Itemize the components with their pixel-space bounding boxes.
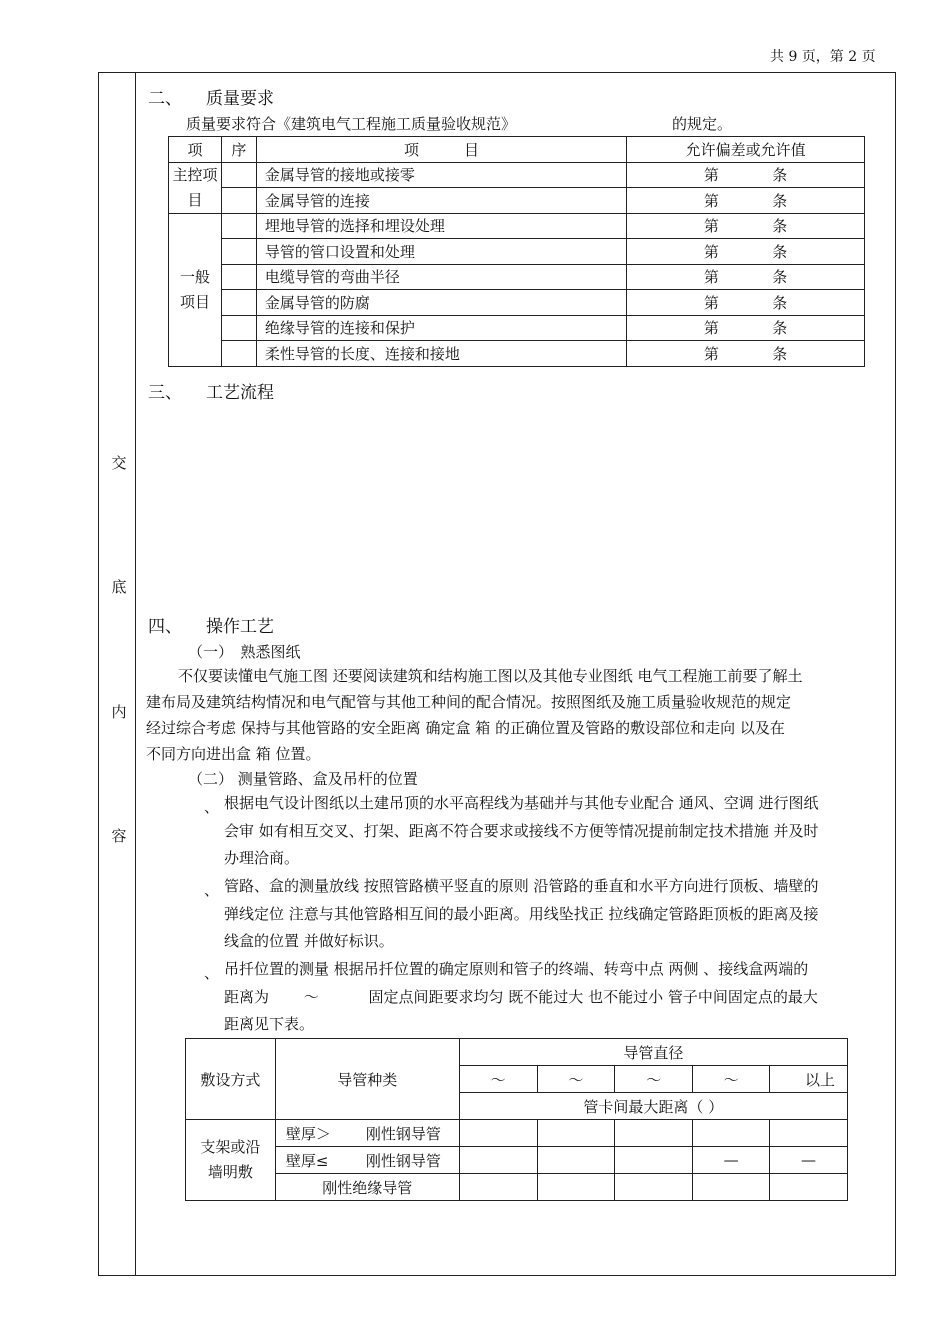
clause-prefix: 第	[703, 217, 719, 236]
item-cell: 金属导管的接地或接零	[256, 162, 626, 188]
table-row	[169, 188, 865, 214]
section-number: 二、	[148, 89, 182, 109]
paragraph-line: 线盒的位置 并做好标识。	[224, 932, 394, 950]
clause-prefix: 第	[703, 319, 719, 338]
value-cell	[693, 1174, 770, 1201]
paragraph-line: 吊扦位置的测量 根据吊扦位置的确定原则和管子的终端、转弯中点 两侧 、接线盒两端的	[224, 960, 809, 978]
distance-table	[185, 1038, 848, 1201]
value-cell: —	[693, 1147, 770, 1174]
side-label-char: 交	[111, 454, 127, 472]
diameter-range: 以上	[770, 1066, 848, 1093]
clause-suffix: 条	[772, 191, 788, 210]
item-cell: 金属导管的连接	[256, 188, 626, 214]
value-cell	[615, 1174, 693, 1201]
clause-cell	[627, 188, 865, 214]
quality-table	[168, 136, 865, 367]
clause-prefix: 第	[703, 344, 719, 363]
type-thickness: 壁厚≤	[285, 1151, 329, 1170]
list-item	[224, 873, 892, 956]
clause-prefix: 第	[703, 268, 719, 287]
paragraph-line: 弹线定位 注意与其他管路相互间的最小距离。用线坠找正 拉线确定管路距顶板的距离及接	[224, 904, 819, 923]
value-cell	[537, 1120, 615, 1147]
item-cell: 绝缘导管的连接和保护	[256, 315, 626, 341]
clause-prefix: 第	[703, 166, 719, 185]
diameter-range: ～	[459, 1066, 537, 1093]
list-item	[224, 956, 892, 1039]
clause-prefix: 第	[703, 191, 719, 210]
item-cell: 导管的管口设置和处理	[256, 239, 626, 265]
list-marker: 、	[204, 798, 220, 816]
method-value: 支架或沿墙明敷	[186, 1120, 276, 1201]
value-cell	[770, 1120, 848, 1147]
table-row	[186, 1120, 848, 1147]
type-name: 刚性钢导管	[365, 1151, 441, 1170]
paragraph-line: 办理洽商。	[224, 849, 300, 867]
quality-intro: 质量要求符合《建筑电气工程施工质量验收规范》	[186, 115, 517, 133]
table-header-row	[186, 1039, 848, 1066]
value-cell	[459, 1120, 537, 1147]
quality-intro-tail: 的规定。	[672, 115, 733, 133]
distance-header: 管卡间最大距离（ ）	[459, 1093, 847, 1120]
clause-suffix: 条	[772, 217, 788, 236]
seq-cell	[221, 239, 256, 265]
col-method-header: 敷设方式	[186, 1039, 276, 1120]
group-general: 一般项目	[169, 213, 222, 366]
section-number: 四、	[148, 617, 182, 637]
sub1-paragraph	[146, 663, 891, 767]
sub2-title: （二） 测量管路、盒及吊杆的位置	[188, 770, 418, 788]
page-number: 共 9 页，第 2 页	[770, 49, 876, 65]
type-cell	[275, 1147, 459, 1174]
diameter-header: 导管直径	[459, 1039, 847, 1066]
paragraph-line: 根据电气设计图纸以土建吊顶的水平高程线为基础并与其他专业配合 通风、空调 进行图纸	[224, 794, 819, 812]
paragraph-line: 不同方向进出盒 箱 位置。	[146, 745, 321, 763]
table-header-row	[169, 137, 865, 163]
table-row	[186, 1147, 848, 1174]
section4-heading	[148, 612, 274, 637]
section2-heading	[148, 84, 274, 109]
section-title: 工艺流程	[206, 383, 274, 403]
table-header: 项 目	[256, 137, 626, 163]
clause-cell	[627, 162, 865, 188]
clause-cell	[627, 341, 865, 367]
table-row	[169, 213, 865, 239]
type-cell	[275, 1120, 459, 1147]
item-cell: 电缆导管的弯曲半径	[256, 264, 626, 290]
value-cell	[537, 1147, 615, 1174]
table-header: 允许偏差或允许值	[627, 137, 865, 163]
value-cell	[615, 1147, 693, 1174]
list-item	[224, 790, 892, 873]
seq-cell	[221, 162, 256, 188]
clause-cell	[627, 239, 865, 265]
value-cell	[615, 1120, 693, 1147]
side-label-char: 底	[111, 578, 127, 596]
clause-suffix: 条	[772, 268, 788, 287]
table-row	[169, 239, 865, 265]
seq-cell	[221, 188, 256, 214]
col-type-header: 导管种类	[275, 1039, 459, 1120]
section-title: 操作工艺	[206, 617, 274, 637]
type-cell	[275, 1174, 459, 1201]
side-label-char: 容	[111, 827, 127, 845]
clause-cell	[627, 213, 865, 239]
seq-cell	[221, 315, 256, 341]
clause-prefix: 第	[703, 293, 719, 312]
clause-suffix: 条	[772, 293, 788, 312]
clause-suffix: 条	[772, 166, 788, 185]
item-cell: 埋地导管的选择和埋设处理	[256, 213, 626, 239]
table-row	[169, 315, 865, 341]
value-cell: —	[770, 1147, 848, 1174]
sub1-title: （一） 熟悉图纸	[188, 643, 301, 661]
section3-heading	[148, 378, 274, 403]
paragraph-line: 距离见下表。	[224, 1015, 315, 1033]
seq-cell	[221, 213, 256, 239]
seq-cell	[221, 290, 256, 316]
item-cell: 柔性导管的长度、连接和接地	[256, 341, 626, 367]
diameter-range: ～	[615, 1066, 693, 1093]
type-thickness: 壁厚＞	[285, 1124, 331, 1143]
paragraph-line: 管路、盒的测量放线 按照管路横平竖直的原则 沿管路的垂直和水平方向进行顶板、墙壁的	[224, 877, 819, 895]
table-row	[169, 162, 865, 188]
list-marker: 、	[204, 964, 220, 982]
diameter-range: ～	[537, 1066, 615, 1093]
paragraph-line: 距离为 ～ 固定点间距要求均匀 既不能过大 也不能过小 管子中间固定点的最大	[224, 987, 818, 1006]
type-name: 刚性钢导管	[365, 1124, 441, 1143]
section-title: 质量要求	[206, 89, 274, 109]
item-cell: 金属导管的防腐	[256, 290, 626, 316]
seq-cell	[221, 264, 256, 290]
clause-cell	[627, 264, 865, 290]
list-marker: 、	[204, 881, 220, 899]
value-cell	[693, 1120, 770, 1147]
table-row	[186, 1174, 848, 1201]
paragraph-line: 会审 如有相互交叉、打架、距离不符合要求或接线不方便等情况提前制定技术措施 并及时	[224, 821, 819, 840]
paragraph-line: 不仅要读懂电气施工图 还要阅读建筑和结构施工图以及其他专业图纸 电气工程施工前要了解土	[178, 667, 803, 685]
clause-suffix: 条	[772, 344, 788, 363]
table-row	[169, 290, 865, 316]
value-cell	[459, 1147, 537, 1174]
frame-divider	[135, 72, 136, 1276]
paragraph-line: 经过综合考虑 保持与其他管路的安全距离 确定盒 箱 的正确位置及管路的敷设部位和走向 以及在	[146, 719, 785, 737]
table-header: 项	[169, 137, 222, 163]
table-header: 序	[221, 137, 256, 163]
table-row	[169, 341, 865, 367]
paragraph-line: 建布局及建筑结构情况和电气配管与其他工种间的配合情况。按照图纸及施工质量验收规范的规定	[146, 693, 792, 711]
clause-suffix: 条	[772, 319, 788, 338]
side-label-char: 内	[111, 703, 127, 721]
value-cell	[459, 1174, 537, 1201]
clause-cell	[627, 290, 865, 316]
section-number: 三、	[148, 383, 182, 403]
clause-prefix: 第	[703, 242, 719, 261]
group-main-control: 主控项目	[169, 162, 222, 213]
value-cell	[770, 1174, 848, 1201]
type-name: 刚性绝缘导管	[322, 1178, 413, 1197]
clause-cell	[627, 315, 865, 341]
diameter-range: ～	[693, 1066, 770, 1093]
table-row	[169, 264, 865, 290]
clause-suffix: 条	[772, 242, 788, 261]
value-cell	[537, 1174, 615, 1201]
seq-cell	[221, 341, 256, 367]
